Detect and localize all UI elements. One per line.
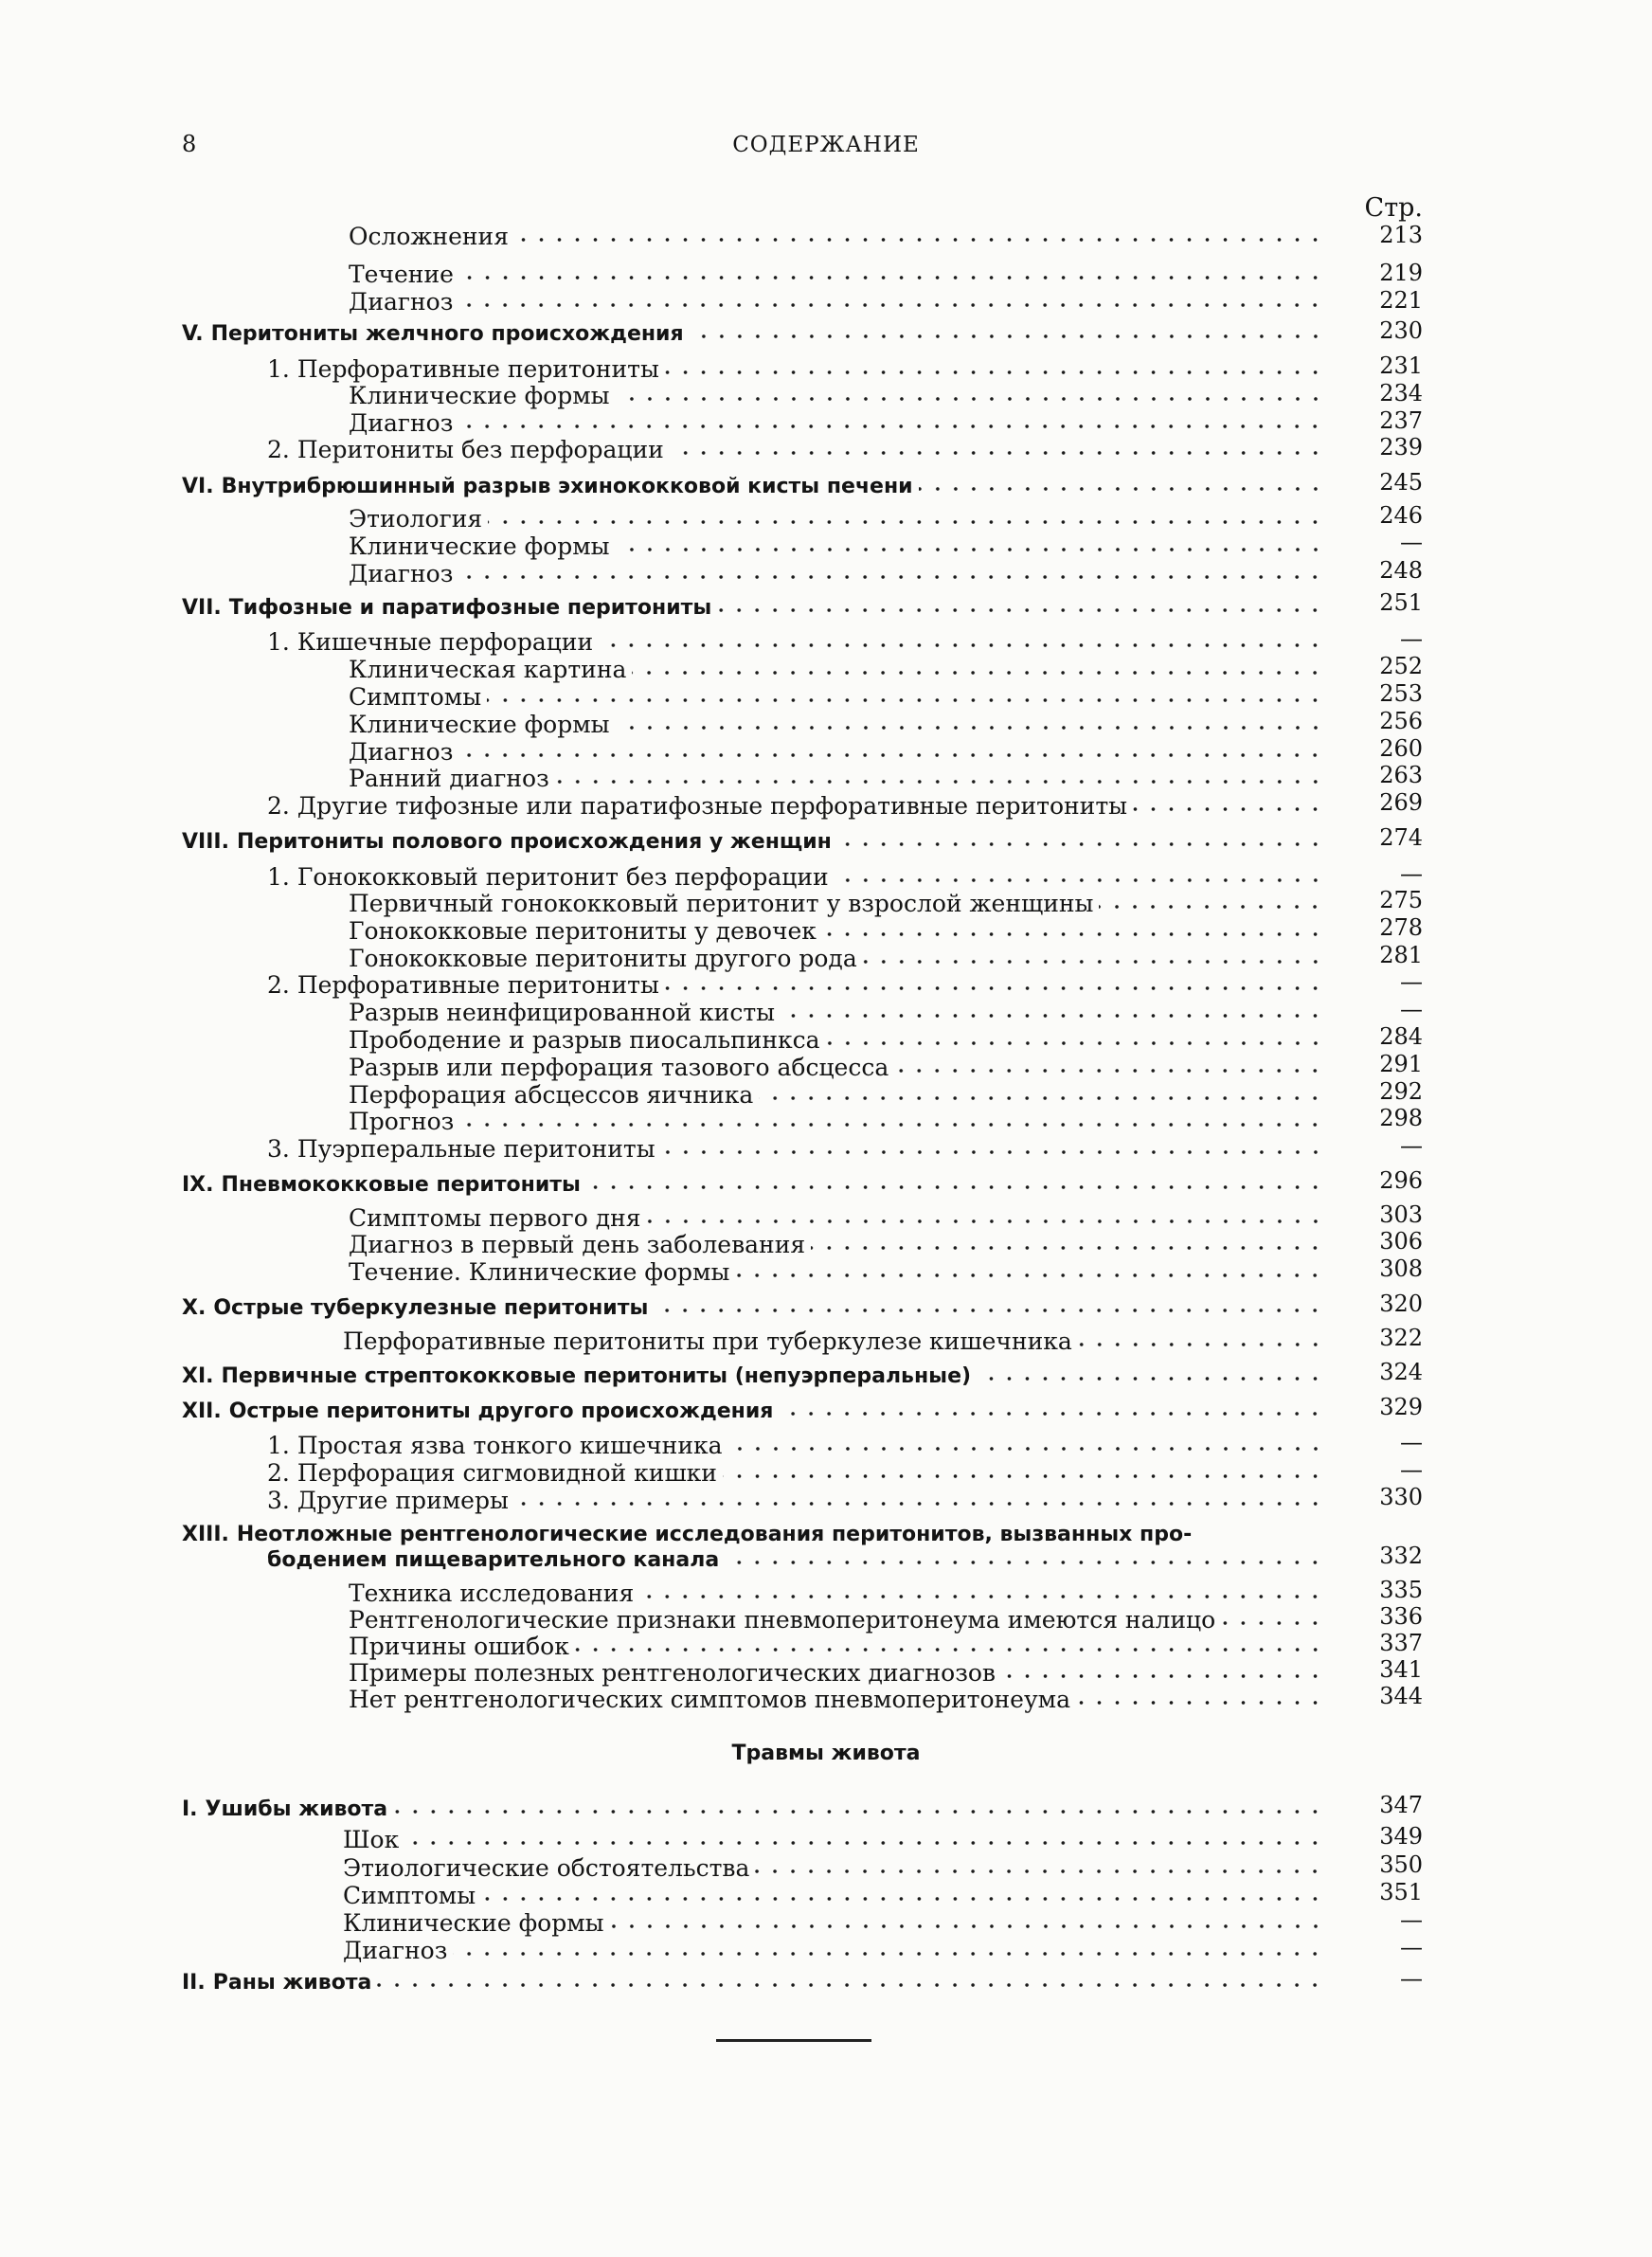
toc-entry: 2. Перитониты без перфорации (267, 433, 1324, 461)
page-ref: 239 (1379, 434, 1423, 460)
toc-entry: Нет рентгенологических симптомов пневмоперитонеума (349, 1683, 1324, 1711)
toc-entry: Рентгенологические признаки пневмоперитонеума имеются налицо (349, 1603, 1324, 1632)
page-ref: 230 (1379, 317, 1423, 344)
page-ref: — (1400, 529, 1423, 555)
page-ref: 237 (1379, 407, 1423, 434)
running-title: СОДЕРЖАНИЕ (732, 133, 920, 157)
page-ref: 349 (1379, 1823, 1423, 1850)
page-ref: 274 (1379, 824, 1423, 851)
toc-chapter: VI. Внутрибрюшинный разрыв эхинококковой кисты печени (182, 469, 1324, 497)
page-ref: 256 (1379, 708, 1423, 734)
toc-entry: Симптомы (349, 680, 1324, 709)
page-ref: — (1400, 968, 1423, 995)
toc-entry: Диагноз (343, 1934, 1324, 1962)
page-ref: 284 (1379, 1023, 1423, 1050)
page-ref: 322 (1379, 1325, 1423, 1351)
page-ref: 298 (1379, 1105, 1423, 1131)
page-ref: — (1400, 625, 1423, 652)
toc-entry: Этиология (349, 502, 1324, 531)
toc-entry: Перфоративные перитониты при туберкулезе кишечника (343, 1325, 1324, 1353)
page-ref: 332 (1379, 1543, 1423, 1569)
toc-entry: 2. Перфорация сигмовидной кишки (267, 1456, 1324, 1485)
page-ref: 253 (1379, 680, 1423, 707)
page-ref: 213 (1379, 222, 1423, 248)
toc-entry: Первичный гонококковый перитонит у взрослой женщины (349, 887, 1324, 915)
page-column-label: Стр. (1364, 193, 1423, 223)
page-ref: 324 (1379, 1359, 1423, 1385)
page-ref: 275 (1379, 887, 1423, 913)
toc-entry: Гонококковые перитониты у девочек (349, 914, 1324, 943)
page-ref: — (1400, 1456, 1423, 1483)
toc-chapter: XI. Первичные стрептококковые перитониты (непуэрперальные) (182, 1359, 1324, 1387)
toc-entry: Симптомы (343, 1879, 1324, 1907)
page-ref: — (1400, 860, 1423, 887)
page-ref: 350 (1379, 1851, 1423, 1878)
page-ref: 344 (1379, 1683, 1423, 1709)
page-ref: 248 (1379, 557, 1423, 584)
toc-chapter: XIII. Неотложные рентгенологические исследования перитонитов, вызванных про- (182, 1523, 1193, 1546)
page-ref: 252 (1379, 653, 1423, 679)
toc-entry: 2. Перфоративные перитониты (267, 968, 1324, 997)
page-ref: — (1400, 1906, 1423, 1933)
toc-entry: Причины ошибок (349, 1630, 1324, 1658)
toc-chapter: VII. Тифозные и паратифозные перитониты (182, 590, 1324, 619)
page-ref: 219 (1379, 260, 1423, 286)
toc-entry: Диагноз (349, 735, 1324, 764)
page-ref: — (1400, 1429, 1423, 1455)
toc-chapter: IX. Пневмококковые перитониты (182, 1167, 1324, 1196)
toc-chapter: VIII. Перитониты полового происхождения у женщин (182, 824, 1324, 853)
toc-entry: Техника исследования (349, 1577, 1324, 1605)
page-ref: 292 (1379, 1078, 1423, 1105)
page-ref: 291 (1379, 1051, 1423, 1077)
toc-entry: Диагноз (349, 557, 1324, 586)
toc-entry: Разрыв неинфицированной кисты (349, 996, 1324, 1024)
toc-entry: Клиническая картина (349, 653, 1324, 681)
page-ref: 351 (1379, 1879, 1423, 1905)
toc-chapter: V. Перитониты желчного происхождения (182, 316, 1324, 345)
page-number: 8 (182, 131, 197, 157)
page-ref: 329 (1379, 1394, 1423, 1420)
toc-entry: Клинические формы (349, 530, 1324, 558)
page-ref: 263 (1379, 762, 1423, 788)
toc-entry: Клинические формы (349, 708, 1324, 736)
section-title: Травмы живота (731, 1742, 921, 1765)
toc-entry: Диагноз в первый день заболевания (349, 1228, 1324, 1256)
page-ref: 336 (1379, 1603, 1423, 1630)
page-ref: 308 (1379, 1255, 1423, 1282)
toc-entry: 3. Другие примеры (267, 1484, 1324, 1512)
toc-chapter: XII. Острые перитониты другого происхождения (182, 1394, 1324, 1422)
page-ref: 246 (1379, 502, 1423, 529)
page-ref: 221 (1379, 287, 1423, 314)
toc-entry: 3. Пуэрперальные перитониты (267, 1132, 1324, 1161)
page-ref: 337 (1379, 1630, 1423, 1656)
page-ref: 245 (1379, 469, 1423, 496)
page-ref: 347 (1379, 1792, 1423, 1818)
toc-entry: Примеры полезных рентгенологических диагнозов (349, 1656, 1324, 1685)
toc-entry: 1. Перфоративные перитониты (267, 352, 1324, 381)
toc-entry: Шок (343, 1823, 1324, 1851)
toc-entry: Разрыв или перфорация тазового абсцесса (349, 1051, 1324, 1079)
page-ref: 320 (1379, 1291, 1423, 1317)
end-rule (716, 2039, 871, 2042)
toc-entry: Осложнения (349, 220, 1324, 248)
page-ref: 260 (1379, 735, 1423, 762)
toc-chapter: X. Острые туберкулезные перитониты (182, 1291, 1324, 1319)
page-ref: 341 (1379, 1656, 1423, 1683)
page-ref: 281 (1379, 942, 1423, 968)
toc-entry: Течение. Клинические формы (349, 1255, 1324, 1284)
page-ref: 296 (1379, 1167, 1423, 1194)
toc-entry: Симптомы первого дня (349, 1201, 1324, 1230)
toc-entry: Течение (349, 258, 1324, 286)
toc-chapter-continuation: бодением пищеварительного канала (267, 1543, 1324, 1571)
toc-entry: 1. Гонококковый перитонит без перфорации (267, 860, 1324, 889)
toc-entry: 2. Другие тифозные или паратифозные перфоративные перитониты (267, 789, 1324, 818)
page-ref: — (1400, 1934, 1423, 1960)
toc-entry: Ранний диагноз (349, 762, 1324, 790)
toc-entry: Этиологические обстоятельства (343, 1851, 1324, 1880)
page-ref: 330 (1379, 1484, 1423, 1510)
page-ref: 306 (1379, 1228, 1423, 1255)
page-ref: — (1400, 996, 1423, 1022)
toc-entry: Диагноз (349, 406, 1324, 435)
toc-entry: Клинические формы (349, 379, 1324, 407)
page-ref: 303 (1379, 1201, 1423, 1228)
toc-entry: 1. Простая язва тонкого кишечника (267, 1429, 1324, 1457)
toc-entry: Диагноз (349, 285, 1324, 314)
page-ref: 251 (1379, 589, 1423, 616)
page-ref: — (1400, 1132, 1423, 1159)
page-ref: 269 (1379, 789, 1423, 816)
toc-entry: Гонококковые перитониты другого рода (349, 942, 1324, 970)
page-ref: 234 (1379, 380, 1423, 406)
toc-entry: Прогноз (349, 1105, 1324, 1133)
toc-chapter: I. Ушибы живота (182, 1792, 1324, 1820)
toc-entry: 1. Кишечные перфорации (267, 625, 1324, 654)
toc-entry: Перфорация абсцессов яичника (349, 1078, 1324, 1107)
toc-entry: Клинические формы (343, 1906, 1324, 1935)
toc-chapter: II. Раны живота (182, 1965, 1324, 1994)
page-ref: 278 (1379, 914, 1423, 941)
toc-entry: Прободение и разрыв пиосальпинкса (349, 1023, 1324, 1052)
page-ref: — (1400, 1965, 1423, 1992)
page-ref: 231 (1379, 352, 1423, 379)
page-ref: 335 (1379, 1577, 1423, 1603)
